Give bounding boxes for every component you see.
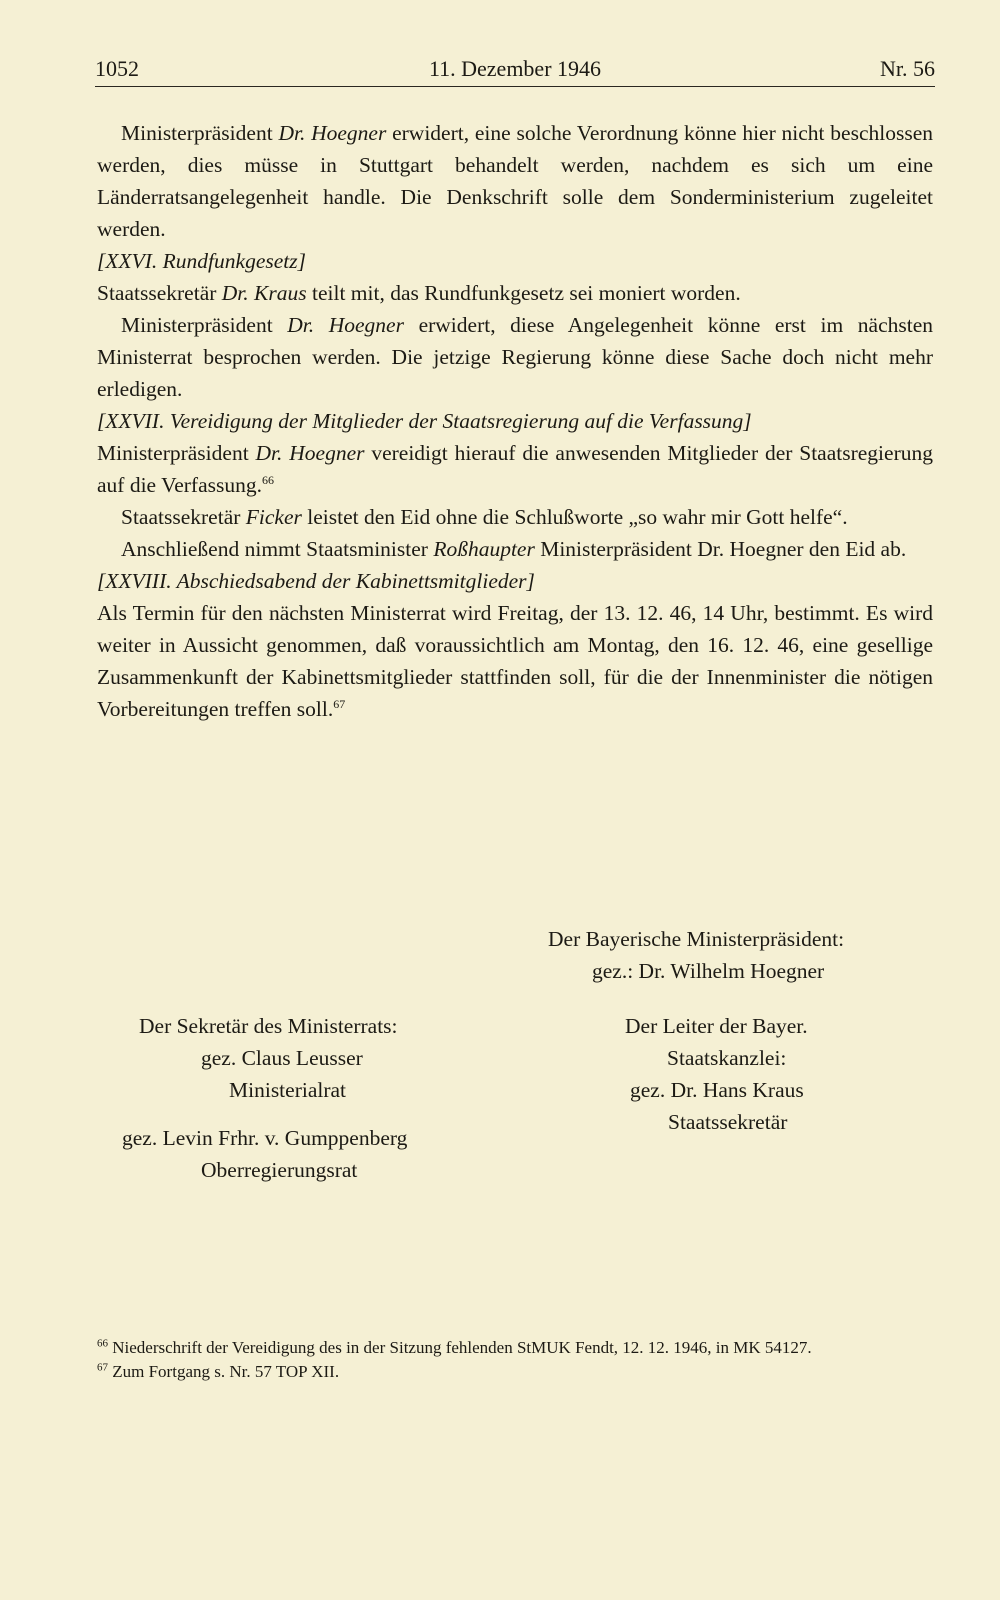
page-header [95,52,935,87]
secretary-rank: Ministerialrat [229,1078,347,1102]
issue-number: Nr. 56 [880,56,935,81]
chancellery-rank: Staatssekretär [668,1110,788,1134]
section-heading-xxvi: [XXVI. Rundfunkgesetz] [97,249,306,273]
page-number: 1052 [95,56,139,81]
footnote-ref: 66 [262,472,274,487]
header-date: 11. Dezember 1946 [428,56,602,81]
secretary-title: Der Sekretär des Ministerrats: [139,1014,398,1038]
mp-name: gez.: Dr. Wilhelm Hoegner [592,959,825,983]
footnotes [97,1336,933,1384]
person-name: Dr. Hoegner [278,121,387,145]
footnote-ref: 67 [333,696,346,711]
footnote: $^{66}$ Niederschrift der Vereidigung des in der Sitzung fehlenden StMUK Fendt, 12. 12. 1946, in MK 54127. [97,1337,812,1357]
person-name: Dr. Kraus [221,281,307,305]
paragraph: Ministerpräsident Dr. Hoegner vereidigt hierauf die anwesenden Mitglieder der Staatsregierung auf die Verfassung.$^{66}$ [97,441,933,497]
chancellery-title: Der Leiter der Bayer. [625,1014,808,1038]
chancellery-name: gez. Dr. Hans Kraus [630,1078,804,1102]
secretary-name: gez. Claus Leusser [201,1046,363,1070]
person-name: Roßhaupter [433,537,535,561]
paragraph: Staatssekretär Dr. Kraus teilt mit, das Rundfunkgesetz sei moniert worden. [97,281,741,305]
section-heading-xxviii: [XXVIII. Abschiedsabend der Kabinettsmitglieder] [97,569,535,593]
paragraph: Staatssekretär Ficker leistet den Eid ohne die Schlußworte „so wahr mir Gott helfe“. [121,505,848,529]
person-name: Ficker [245,505,302,529]
chancellery-title-2: Staatskanzlei: [667,1046,787,1070]
secretary2-rank: Oberregierungsrat [201,1158,358,1182]
paragraph: Als Termin für den nächsten Ministerrat wird Freitag, der 13. 12. 46, 14 Uhr, bestimmt. Es wird weiter in Aussicht genommen, daß voraussichtlich am Montag, den 16. 12. 46, eine gesellige Zusammenkunft der Kabinettsmitglieder stattfinden soll, für die der Innenminister die nötigen Vorbereitungen treffen soll.$^{67}$ [97,601,933,721]
main-text [97,117,933,725]
section-heading-xxvii: [XXVII. Vereidigung der Mitglieder der Staatsregierung auf die Verfassung] [97,409,752,433]
paragraph: Anschließend nimmt Staatsminister Roßhaupter Ministerpräsident Dr. Hoegner den Eid ab. [121,537,907,561]
paragraph: Ministerpräsident Dr. Hoegner erwidert, diese Angelegenheit könne erst im nächsten Ministerrat besprochen werden. Die jetzige Regierung könne diese Sache doch nicht mehr erledigen. [97,313,933,401]
secretary2-name: gez. Levin Frhr. v. Gumppenberg [122,1126,408,1150]
person-name: Dr. Hoegner [287,313,404,337]
footnote: $^{67}$ Zum Fortgang s. Nr. 57 TOP XII. [97,1361,340,1381]
paragraph: Ministerpräsident Dr. Hoegner erwidert, eine solche Verordnung könne hier nicht beschlossen werden, dies müsse in Stuttgart behandelt werden, nachdem es sich um eine Länderratsangelegenheit handle. Die Denkschrift solle dem Sonderministerium zugeleitet werden. [97,121,933,241]
mp-title: Der Bayerische Ministerpräsident: [548,927,845,951]
person-name: Dr. Hoegner [255,441,365,465]
